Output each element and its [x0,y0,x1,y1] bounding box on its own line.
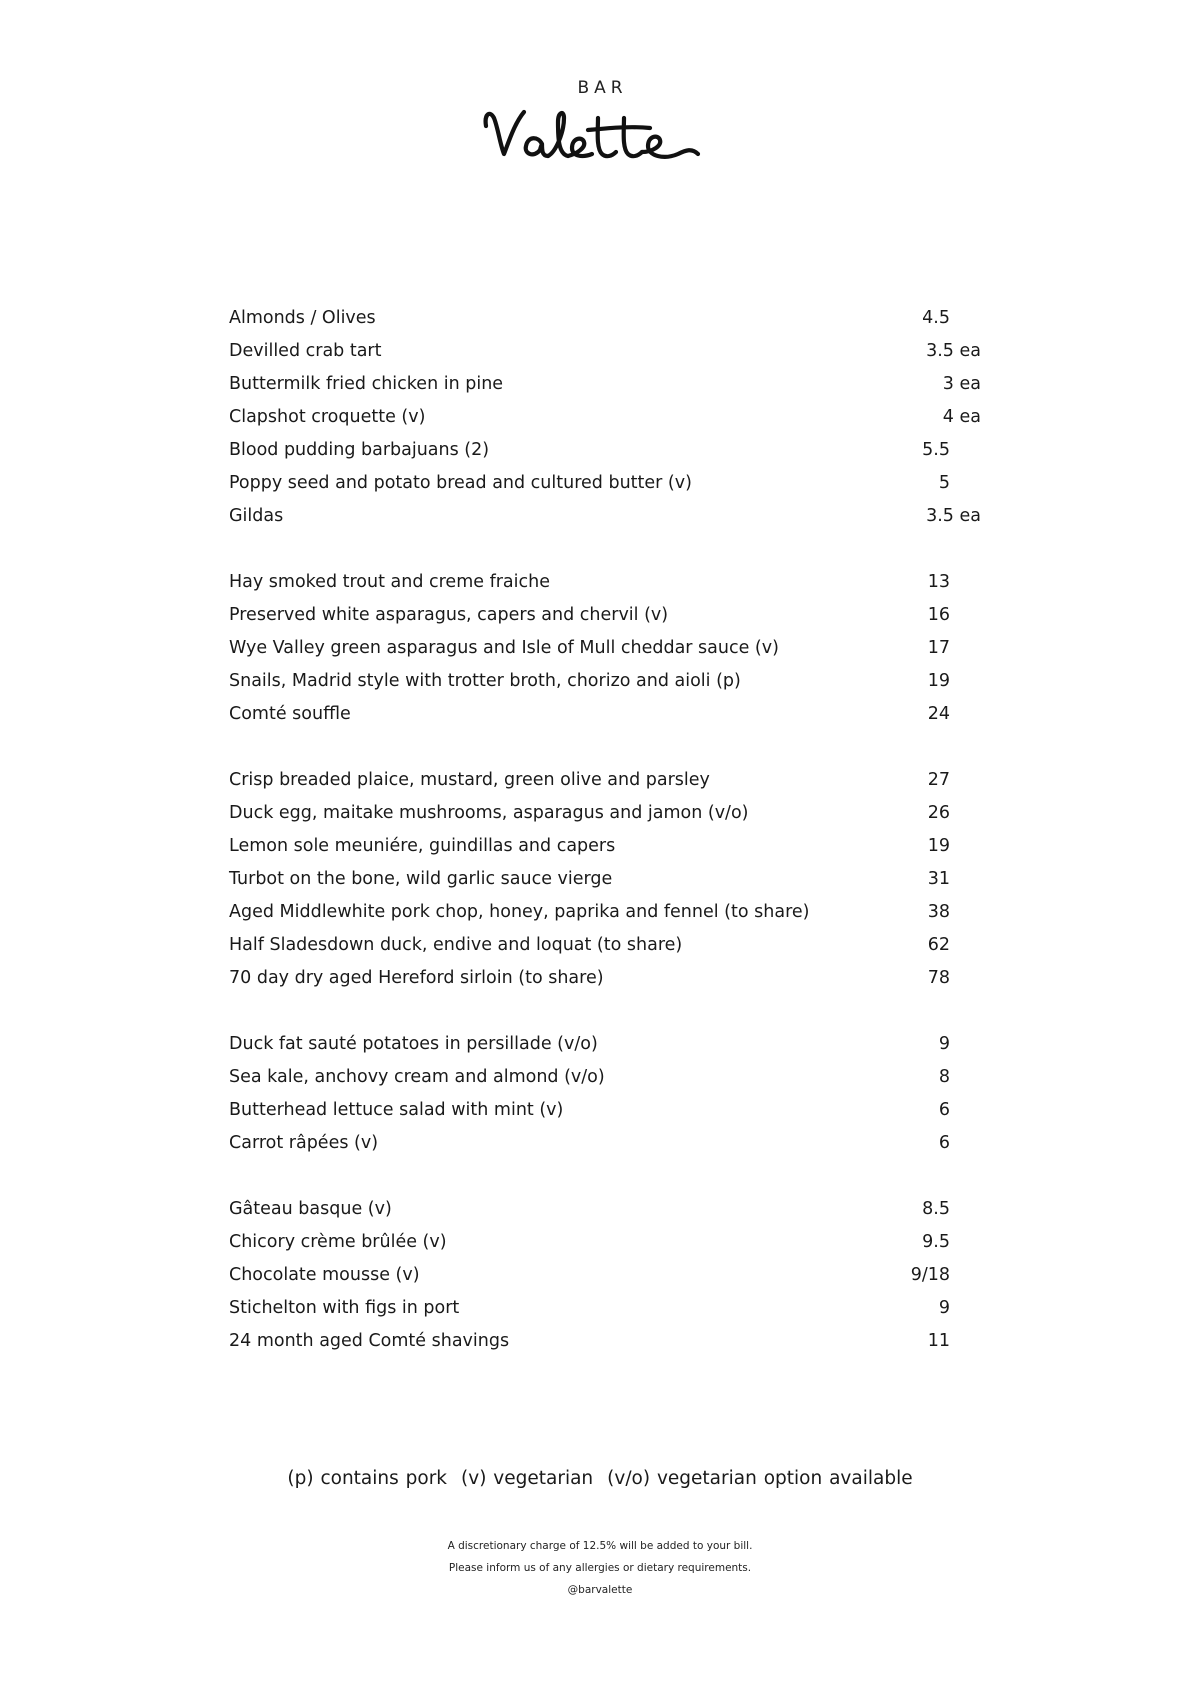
menu-item-name: 24 month aged Comté shavings [229,1331,510,1351]
menu-item-price: 9.5 [922,1232,950,1252]
price-unit: ea [959,407,981,427]
menu-item [229,401,981,434]
menu-item [229,335,981,368]
menu-item-price: 13 [927,572,950,592]
menu-item [229,599,981,632]
menu-item-name: Half Sladesdown duck, endive and loquat (to share) [229,935,683,955]
menu-item-price: 24 [927,704,950,724]
price-unit: ea [959,506,981,526]
menu-item-price: 9 [938,1298,950,1318]
menu-item-price: 6 [938,1100,950,1120]
menu-section-mains [229,764,981,995]
menu-item [229,368,981,401]
menu-item-price: 78 [927,968,950,988]
price-value: 3.5 [926,506,954,526]
menu-section-starters [229,566,981,731]
menu-item-name: Sea kale, anchovy cream and almond (v/o) [229,1067,605,1087]
price-value: 3.5 [926,341,954,361]
menu-item-price [943,401,981,434]
menu-item [229,1061,981,1094]
menu-item [229,467,981,500]
menu-item-price [926,335,981,368]
allergy-note: Please inform us of any allergies or dietary requirements. [448,1562,752,1574]
menu-item-price: 17 [927,638,950,658]
menu-item-price: 26 [927,803,950,823]
menu-item-price: 38 [927,902,950,922]
price-value: 4 [942,407,954,427]
menu-item-price: 5 [938,473,950,493]
menu-item [229,566,981,599]
menu-item-name: Comté souffle [229,704,351,724]
menu-item-price [943,368,981,401]
price-unit: ea [959,374,981,394]
menu-item-name: Gildas [229,506,284,526]
menu-item-price: 6 [938,1133,950,1153]
menu-item [229,434,981,467]
menu-item-price: 19 [927,671,950,691]
menu-item [229,1127,981,1160]
menu-item-name: Aged Middlewhite pork chop, honey, paprika and fennel (to share) [229,902,810,922]
legend-vegetarian: (v) vegetarian [461,1468,594,1489]
menu-item-name: Butterhead lettuce salad with mint (v) [229,1100,564,1120]
menu-item-name: Carrot râpées (v) [229,1133,379,1153]
menu-item [229,698,981,731]
menu-item [229,500,981,533]
menu-item-name: Clapshot croquette (v) [229,407,426,427]
menu-item-name: Wye Valley green asparagus and Isle of Mull cheddar sauce (v) [229,638,779,658]
menu-section-snacks [229,302,981,533]
social-handle: @barvalette [567,1584,633,1596]
menu-item-name: Hay smoked trout and creme fraiche [229,572,550,592]
menu-item-name: Devilled crab tart [229,341,382,361]
logo [0,78,1200,166]
menu-item-name: Poppy seed and potato bread and cultured butter (v) [229,473,692,493]
menu-item-name: Duck fat sauté potatoes in persillade (v/o) [229,1034,598,1054]
menu-item [229,830,981,863]
legend-veg-option: (v/o) vegetarian option available [607,1468,913,1489]
menu-item [229,929,981,962]
menu-item [229,302,981,335]
menu-item-name: Blood pudding barbajuans (2) [229,440,490,460]
logo-bar-text: BAR [577,78,628,98]
menu-item [229,863,981,896]
menu-item-price: 9/18 [910,1265,950,1285]
menu-item-price: 4.5 [922,308,950,328]
menu-item [229,1292,981,1325]
menu-item-name: Gâteau basque (v) [229,1199,392,1219]
menu-item-name: 70 day dry aged Hereford sirloin (to share) [229,968,604,988]
menu-item-name: Stichelton with figs in port [229,1298,460,1318]
menu-item-price: 9 [938,1034,950,1054]
legend-pork: (p) contains pork [287,1468,448,1489]
menu [229,302,981,1358]
menu-item [229,764,981,797]
menu-item [229,1094,981,1127]
menu-item-name: Duck egg, maitake mushrooms, asparagus and jamon (v/o) [229,803,749,823]
menu-item-name: Almonds / Olives [229,308,376,328]
menu-item [229,962,981,995]
menu-item-name: Chicory crème brûlée (v) [229,1232,447,1252]
menu-item-name: Lemon sole meuniére, guindillas and capers [229,836,616,856]
menu-item [229,1028,981,1061]
menu-item [229,665,981,698]
price-unit: ea [959,341,981,361]
menu-item-price: 27 [927,770,950,790]
menu-item-price: 31 [927,869,950,889]
menu-section-desserts [229,1193,981,1358]
menu-item [229,1226,981,1259]
menu-item-price: 16 [927,605,950,625]
menu-item-name: Chocolate mousse (v) [229,1265,420,1285]
menu-item [229,896,981,929]
logo-valette-script [480,104,720,166]
menu-item-price: 8.5 [922,1199,950,1219]
menu-item-price: 19 [927,836,950,856]
menu-item [229,1259,981,1292]
footer-notes [0,1535,1200,1601]
menu-item [229,1325,981,1358]
menu-item-price: 11 [927,1331,950,1351]
dietary-legend [0,1468,1200,1489]
service-charge-note: A discretionary charge of 12.5% will be added to your bill. [447,1540,753,1552]
menu-item-name: Preserved white asparagus, capers and chervil (v) [229,605,669,625]
menu-item-name: Crisp breaded plaice, mustard, green olive and parsley [229,770,710,790]
menu-item-name: Turbot on the bone, wild garlic sauce vierge [229,869,613,889]
menu-item-price [926,500,981,533]
menu-item-price: 8 [938,1067,950,1087]
menu-item [229,632,981,665]
menu-item-name: Buttermilk fried chicken in pine [229,374,504,394]
menu-item-price: 62 [927,935,950,955]
menu-section-sides [229,1028,981,1160]
menu-item [229,797,981,830]
menu-item-price: 5.5 [922,440,950,460]
menu-item-name: Snails, Madrid style with trotter broth, chorizo and aioli (p) [229,671,741,691]
menu-item [229,1193,981,1226]
price-value: 3 [942,374,954,394]
